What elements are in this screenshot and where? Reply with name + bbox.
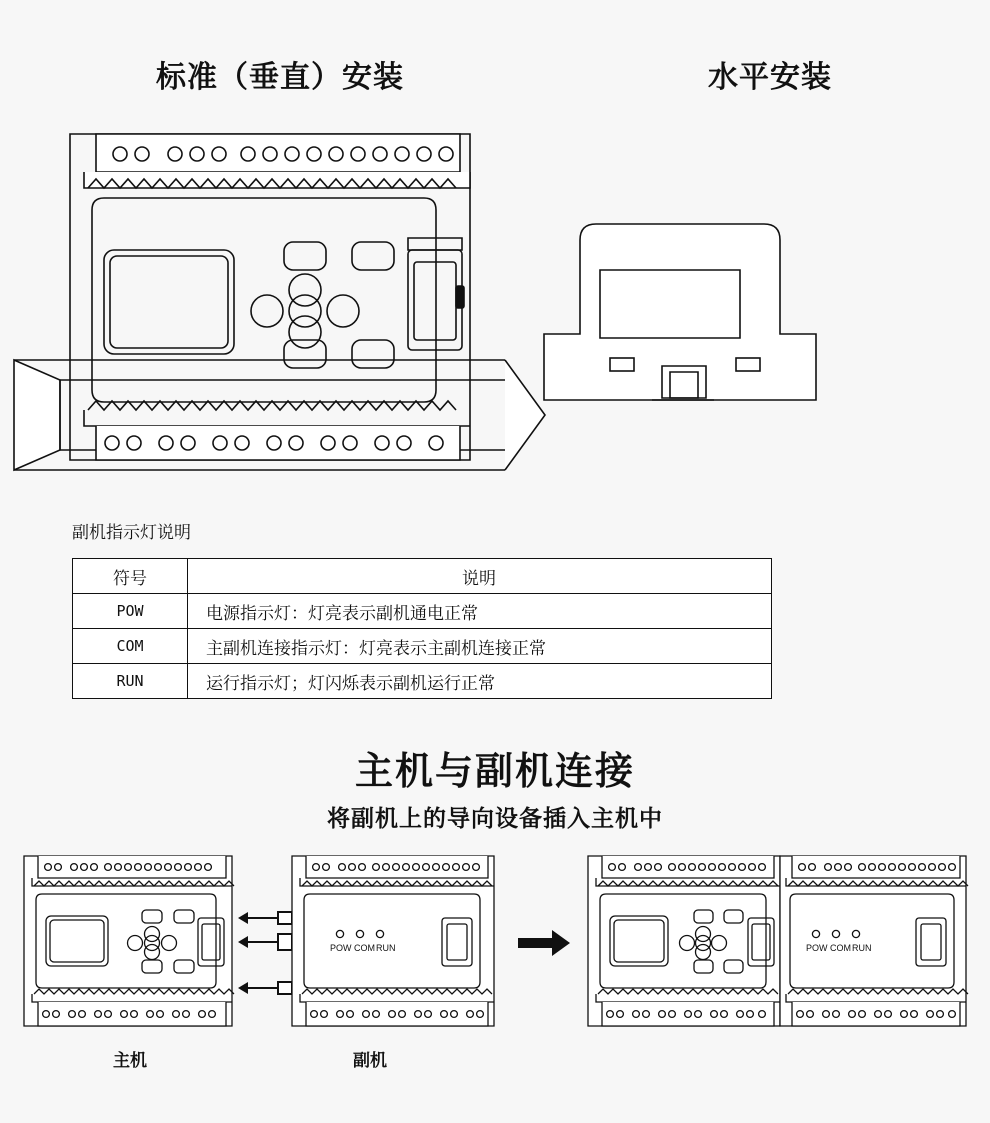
table-row (73, 594, 772, 629)
heading-connection: 主机与副机连接 (354, 751, 635, 793)
cell-desc-run: 运行指示灯；灯闪烁表示副机运行正常 (188, 664, 772, 699)
figure-horizontal-mount (540, 180, 860, 450)
svg-text:RUN: RUN (376, 943, 396, 953)
cell-desc-com: 主副机连接指示灯：灯亮表示主副机连接正常 (188, 629, 772, 664)
cell-symbol-pow: POW (73, 594, 188, 629)
cell-desc-pow: 电源指示灯：灯亮表示副机通电正常 (188, 594, 772, 629)
figure-vertical-mount (0, 110, 560, 500)
insertion-arrows (238, 912, 292, 994)
column-header-description: 说明 (188, 559, 772, 594)
led-labels-assembled (806, 943, 872, 953)
device-assembled-right (588, 856, 968, 1026)
cell-symbol-com: COM (73, 629, 188, 664)
heading-horizontal-mount: 水平安装 (708, 61, 832, 94)
svg-text:COM: COM (354, 943, 375, 953)
subheading-connection: 将副机上的导向设备插入主机中 (327, 806, 663, 831)
label-host-machine: 主机 (113, 1051, 147, 1070)
cell-symbol-run: RUN (73, 664, 188, 699)
svg-text:POW: POW (806, 943, 828, 953)
svg-text:COM: COM (830, 943, 851, 953)
table-header-row (73, 559, 772, 594)
label-sub-machine: 副机 (353, 1051, 387, 1070)
device-sub-middle (292, 856, 494, 1026)
led-labels-sub (330, 943, 396, 953)
table-row (73, 664, 772, 699)
table-row (73, 629, 772, 664)
svg-text:RUN: RUN (852, 943, 872, 953)
column-header-symbol: 符号 (73, 559, 188, 594)
svg-text:POW: POW (330, 943, 352, 953)
heading-vertical-mount: 标准（垂直）安装 (156, 61, 404, 94)
device-host-left (24, 856, 234, 1026)
right-arrow-icon (518, 930, 570, 956)
led-table-caption: 副机指示灯说明 (72, 523, 191, 542)
led-indicator-table (72, 558, 772, 699)
figure-connection-diagram (10, 848, 980, 1038)
